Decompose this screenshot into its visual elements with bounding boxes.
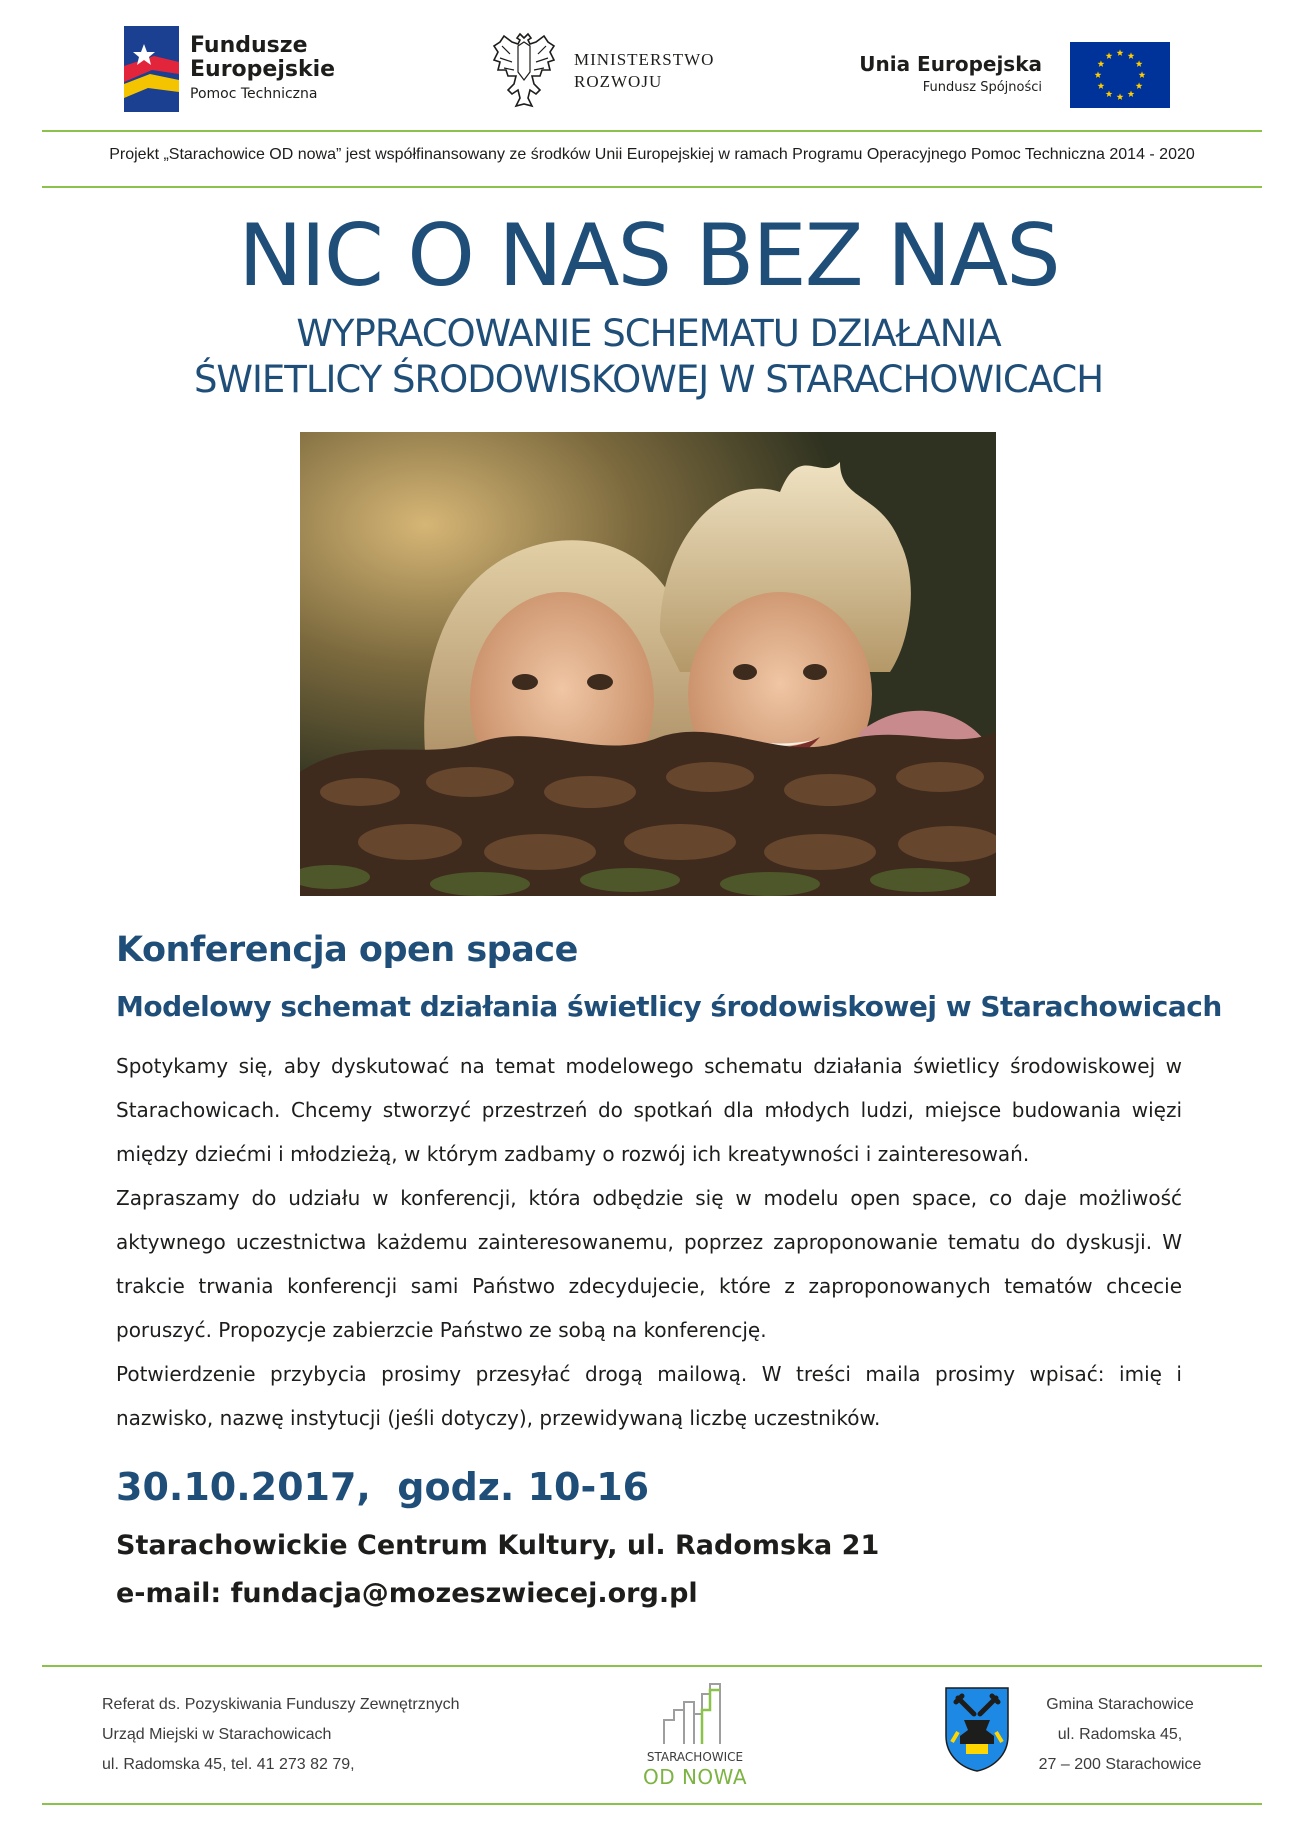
fundusze-europejskie-flag-icon <box>124 26 179 112</box>
conference-heading: Konferencja open space <box>116 930 578 970</box>
paragraph-confirmation: Potwierdzenie przybycia prosimy przesyłać drogą mailową. W treści maila prosimy wpisać: imię i nazwisko, nazwę instytucji (jeśli dotyczy), przewidywaną liczbę uczestników. <box>116 1362 1182 1430</box>
footer-left-line2: Urząd Miejski w Starachowicach <box>102 1726 332 1743</box>
unia-europejska-logo <box>859 40 1170 112</box>
ue-logo-line1: Unia Europejska <box>859 52 1042 76</box>
footer-divider-top <box>42 1665 1262 1667</box>
starachowice-coat-of-arms-icon <box>944 1686 1010 1772</box>
footer-left-line1: Referat ds. Pozyskiwania Funduszy Zewnętrznych <box>102 1696 460 1713</box>
page-title: NIC O NAS BEZ NAS <box>238 206 1059 306</box>
polish-eagle-icon <box>490 32 558 112</box>
footer-divider-bottom <box>42 1803 1262 1805</box>
fundusze-europejskie-logo <box>124 24 374 114</box>
project-cofinancing-note: Projekt „Starachowice OD nowa” jest współfinansowany ze środków Unii Europejskiej w ramach Programu Operacyjnego Pomoc Techniczna 2014 - 2020 <box>109 146 1195 163</box>
footer-right-line1: Gmina Starachowice <box>1046 1696 1194 1713</box>
footer-left-line3: ul. Radomska 45, tel. 41 273 82 79, <box>102 1756 355 1773</box>
paragraph-invitation: Zapraszamy do udziału w konferencji, która odbędzie się w modelu open space, co daje możliwość aktywnego uczestnictwa każdemu zainteresowanemu, poprzez zaproponowanie tematu do dyskusji. W trakcie trwania konferencji sami Państwo zdecydujecie, które z zaproponowanych tematów chcecie poruszyć. Propozycje zabierzcie Państwo ze sobą na konferencję. <box>116 1186 1182 1342</box>
footer-right-line3: 27 – 200 Starachowice <box>1038 1756 1202 1773</box>
starachowice-od-nowa-logo <box>630 1680 760 1790</box>
footer-right-line2: ul. Radomska 45, <box>1057 1726 1183 1743</box>
fe-logo-line2: Europejskie <box>190 57 336 82</box>
mr-logo-line1: MINISTERSTWO <box>574 50 715 69</box>
conference-subheading: Modelowy schemat działania świetlicy środowiskowej w Starachowicach <box>116 990 1222 1023</box>
subtitle-line2: ŚWIETLICY ŚRODOWISKOWEJ W STARACHOWICACH <box>193 358 1104 401</box>
contact-email[interactable]: e-mail: fundacja@mozeszwiecej.org.pl <box>116 1578 698 1609</box>
ministerstwo-rozwoju-logo <box>490 32 750 112</box>
header-divider-top <box>42 130 1262 132</box>
paragraph-intro: Spotykamy się, aby dyskutować na temat modelowego schematu działania świetlicy środowiskowej w Starachowicach. Chcemy stworzyć przestrzeń do spotkań dla młodych ludzi, miejsce budowania więzi między dziećmi i młodzieżą, w którym zadbamy o rozwój ich kreatywności i zainteresowań. <box>116 1054 1182 1166</box>
event-date: 30.10.2017, godz. 10-16 <box>116 1465 650 1509</box>
subtitle-line1: WYPRACOWANIE SCHEMATU DZIAŁANIA <box>296 312 1001 355</box>
city-buildings-icon <box>662 1680 728 1746</box>
event-address: Starachowickie Centrum Kultury, ul. Radomska 21 <box>116 1530 880 1561</box>
header-divider-bottom <box>42 186 1262 188</box>
fe-logo-line3: Pomoc Techniczna <box>190 86 318 102</box>
children-photo-illustration <box>300 432 996 896</box>
mr-logo-line2: ROZWOJU <box>574 72 663 91</box>
ue-logo-line2: Fundusz Spójności <box>922 80 1042 95</box>
son-logo-line2: OD NOWA <box>642 1765 748 1789</box>
fe-logo-line1: Fundusze <box>190 33 308 58</box>
son-logo-line1: STARACHOWICE <box>646 1750 744 1764</box>
children-photo <box>300 432 996 896</box>
eu-flag-icon <box>1070 42 1170 108</box>
